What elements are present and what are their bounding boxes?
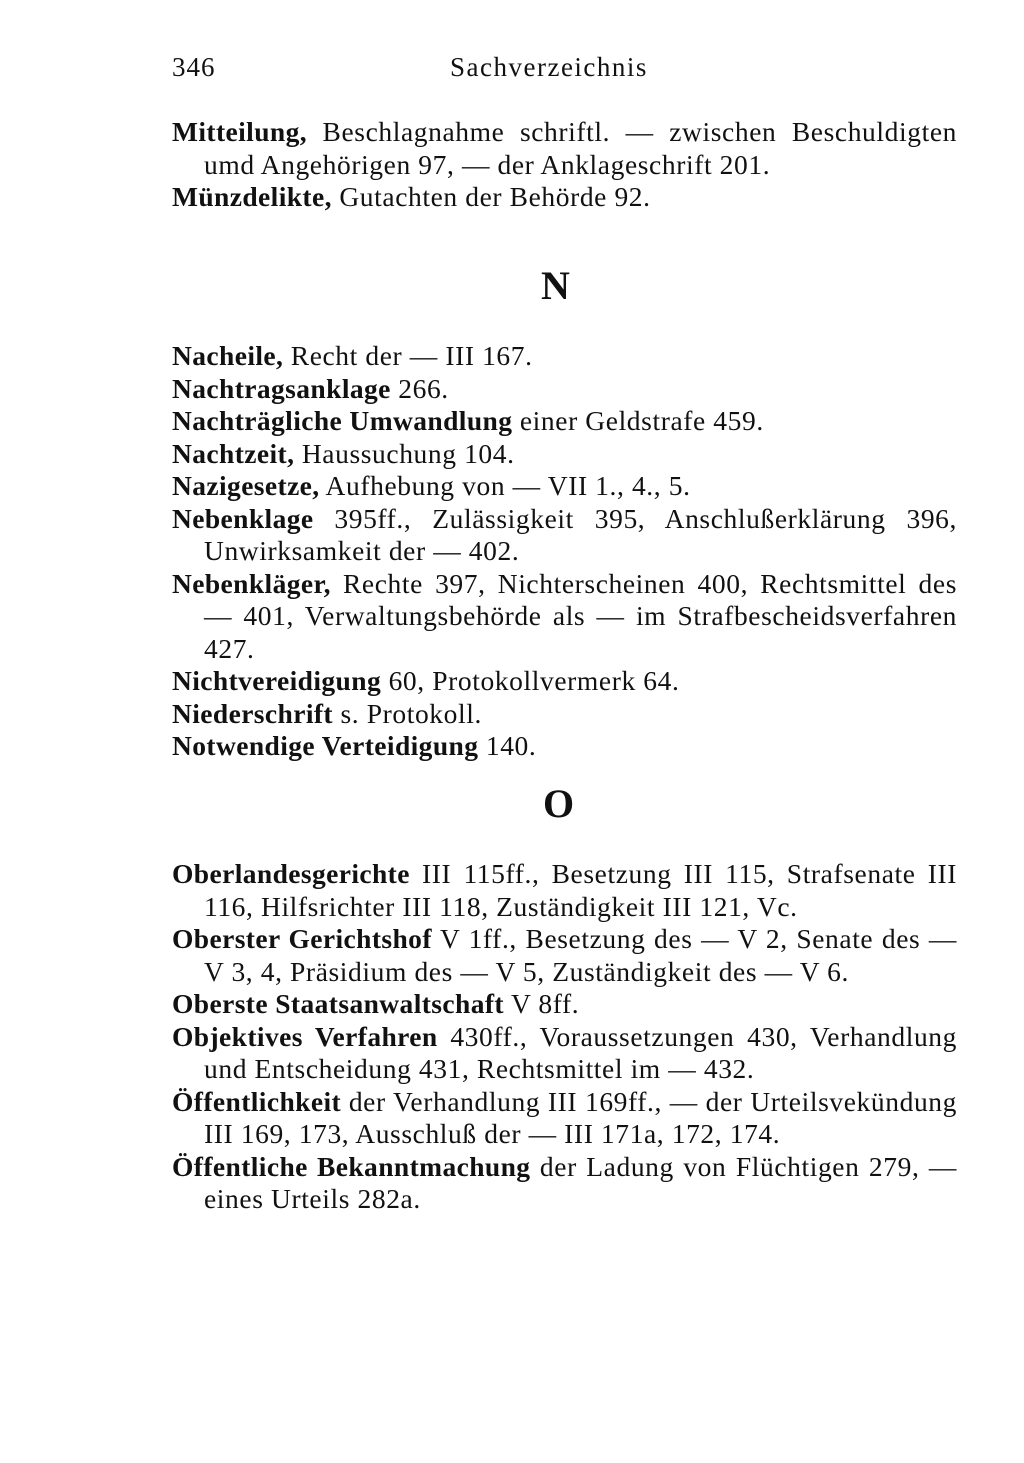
index-entry: Öffentlichkeit der Verhandlung III 169ff., — der Urteilsvekündung III 169, 173, Ausschluß der — III 171a, 172, 174.: [172, 1085, 957, 1149]
index-section-o: [172, 858, 957, 1216]
index-entry: Mitteilung, Beschlagnahme schriftl. — zwischen Beschuldigten umd Angehörigen 97, — der Anklageschrift 201.: [172, 116, 957, 180]
index-entry: Münzdelikte, Gutachten der Behörde 92.: [172, 181, 651, 212]
index-entry: Nichtvereidigung 60, Protokollvermerk 64.: [172, 665, 680, 696]
index-entry: Oberster Gerichtshof V 1ff., Besetzung des — V 2, Senate des — V 3, 4, Präsidium des — V 5, Zuständigkeit des — V 6.: [172, 923, 958, 987]
index-entry: Nachtragsanklage 266.: [172, 372, 449, 404]
index-entry: Objektives Verfahren 430ff., Voraussetzungen 430, Verhandlung und Entscheidung 431, Rechtsmittel im — 432.: [172, 1020, 957, 1084]
index-entry: Nachträgliche Umwandlung einer Geldstrafe 459.: [172, 405, 764, 436]
index-section-n: [172, 340, 957, 763]
running-title: Sachverzeichnis: [450, 52, 648, 82]
index-entry: Nacheile, Recht der — III 167.: [172, 340, 533, 371]
page-number: 346: [172, 52, 216, 82]
index-section-m: [172, 116, 957, 214]
index-entry: Oberste Staatsanwaltschaft V 8ff.: [172, 988, 580, 1019]
section-letter-o: O: [543, 781, 575, 826]
index-entry: Oberlandesgerichte III 115ff., Besetzung III 115, Strafsenate III 116, Hilfsrichter III 118, Zuständigkeit III 121, Vc.: [172, 858, 957, 922]
index-entry: Nachtzeit, Haussuchung 104.: [172, 437, 515, 469]
index-entry: Öffentliche Bekanntmachung der Ladung von Flüchtigen 279, — eines Urteils 282a.: [172, 1150, 958, 1214]
index-entry: Nebenklage 395ff., Zulässigkeit 395, Anschlußerklärung 396, Unwirksamkeit der — 402.: [172, 502, 957, 566]
page-header: [172, 52, 952, 88]
index-entry: Nebenkläger, Rechte 397, Nichterscheinen 400, Rechtsmittel des — 401, Verwaltungsbehörde als — im Strafbescheidsverfahren 427.: [172, 567, 957, 664]
index-entry: Notwendige Verteidigung 140.: [172, 730, 537, 761]
section-letter-n: N: [541, 263, 570, 308]
index-entry: Nazigesetze, Aufhebung von — VII 1., 4., 5.: [172, 470, 691, 501]
index-entry: Niederschrift s. Protokoll.: [172, 697, 482, 729]
